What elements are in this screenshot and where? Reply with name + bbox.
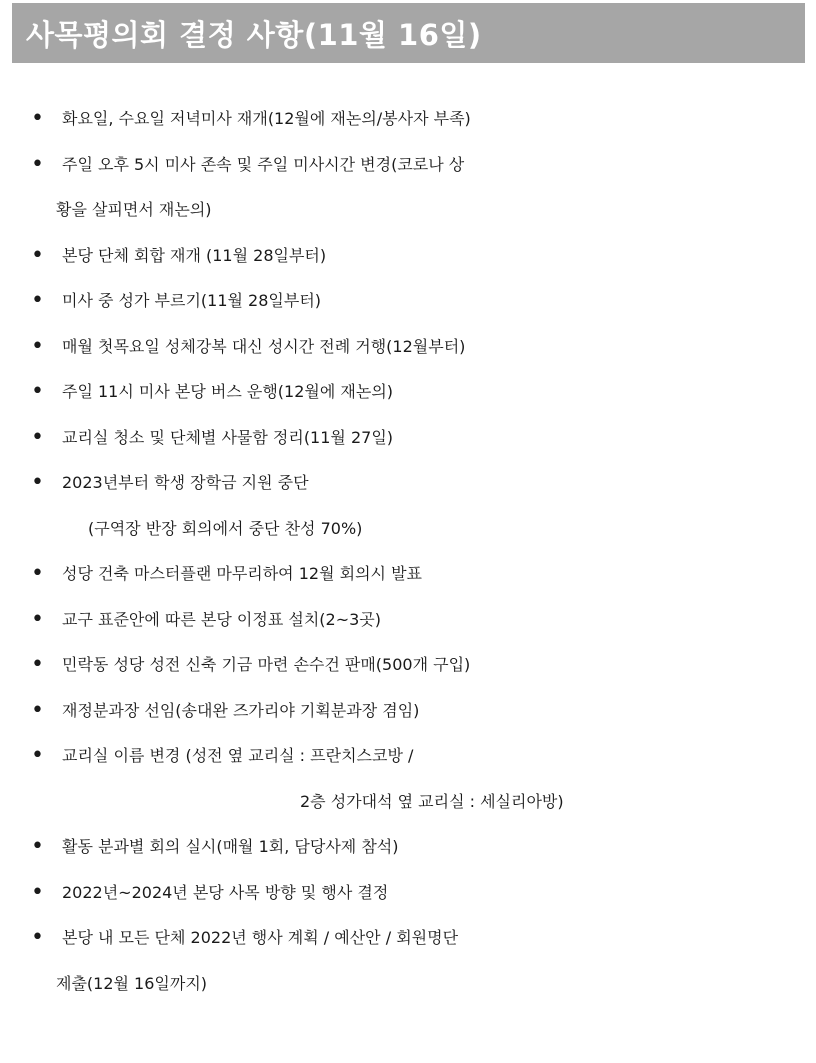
list-item-text: 교구 표준안에 따른 본당 이정표 설치(2~3곳) [62, 609, 381, 629]
bullet-icon: • [31, 379, 44, 404]
list-item [0, 870, 816, 916]
bullet-icon: • [31, 288, 44, 313]
list-item-text: 본당 단체 회합 재개 (11월 28일부터) [62, 245, 327, 265]
list-item [0, 551, 816, 597]
list-item-text-continued: (구역장 반장 회의에서 중단 찬성 70%) [88, 518, 363, 538]
list-item-text: 화요일, 수요일 저녁미사 재개(12월에 재논의/봉사자 부족) [62, 109, 471, 128]
title-banner [12, 3, 805, 63]
list-item [0, 824, 816, 870]
list-item-text: 2023년부터 학생 장학금 지원 중단 [62, 473, 309, 492]
list-item [0, 369, 816, 415]
list-item [0, 324, 816, 370]
bullet-icon: • [31, 879, 44, 905]
decision-list [0, 96, 816, 1006]
list-item [0, 233, 816, 279]
page-title: 사목평의회 결정 사항(11월 16일) [26, 17, 482, 52]
list-item-text-continued: 황을 살피면서 재논의) [56, 200, 212, 219]
list-item [0, 688, 816, 734]
list-item-text: 민락동 성당 성전 신축 기금 마련 손수건 판매(500개 구입) [62, 655, 471, 674]
list-item-text: 2022년~2024년 본당 사목 방향 및 행사 결정 [62, 882, 389, 902]
bullet-icon: • [31, 242, 44, 268]
list-item [0, 278, 816, 324]
list-item-text: 매월 첫목요일 성체강복 대신 성시간 전례 거행(12월부터) [62, 336, 466, 356]
list-item-text: 주일 오후 5시 미사 존속 및 주일 미사시간 변경(코로나 상 [62, 154, 465, 174]
list-item-text: 주일 11시 미사 본당 버스 운행(12월에 재논의) [62, 382, 394, 401]
bullet-icon: • [31, 697, 44, 723]
list-item-text: 성당 건축 마스터플랜 마무리하여 12월 회의시 발표 [62, 564, 422, 583]
list-item [0, 96, 816, 142]
list-item [0, 642, 816, 688]
bullet-icon: • [31, 561, 44, 586]
bullet-icon: • [31, 606, 44, 632]
bullet-icon: • [31, 424, 44, 450]
bullet-icon: • [31, 743, 44, 768]
list-item [0, 415, 816, 461]
list-item [0, 142, 816, 233]
list-item [0, 915, 816, 1006]
list-item [0, 597, 816, 643]
bullet-icon: • [31, 470, 44, 495]
list-item [0, 733, 816, 824]
list-item-text-continued: 2층 성가대석 옆 교리실 : 세실리아방) [300, 791, 564, 811]
bullet-icon: • [31, 106, 44, 131]
bullet-icon: • [31, 834, 44, 859]
bullet-icon: • [31, 333, 44, 359]
bullet-icon: • [31, 925, 44, 950]
list-item-text: 교리실 이름 변경 (성전 옆 교리실 : 프란치스코방 / [62, 746, 414, 765]
list-item-text: 본당 내 모든 단체 2022년 행사 계획 / 예산안 / 회원명단 [62, 928, 459, 947]
list-item-text: 미사 중 성가 부르기(11월 28일부터) [62, 291, 322, 310]
bullet-icon: • [31, 151, 44, 177]
list-item-text: 재정분과장 선임(송대완 즈가리야 기획분과장 겸임) [62, 700, 420, 720]
list-item [0, 460, 816, 551]
list-item-text-continued: 제출(12월 16일까지) [56, 973, 208, 993]
bullet-icon: • [31, 652, 44, 677]
list-item-text: 교리실 청소 및 단체별 사물함 정리(11월 27일) [62, 427, 394, 447]
list-item-text: 활동 분과별 회의 실시(매월 1회, 담당사제 참석) [62, 837, 399, 856]
